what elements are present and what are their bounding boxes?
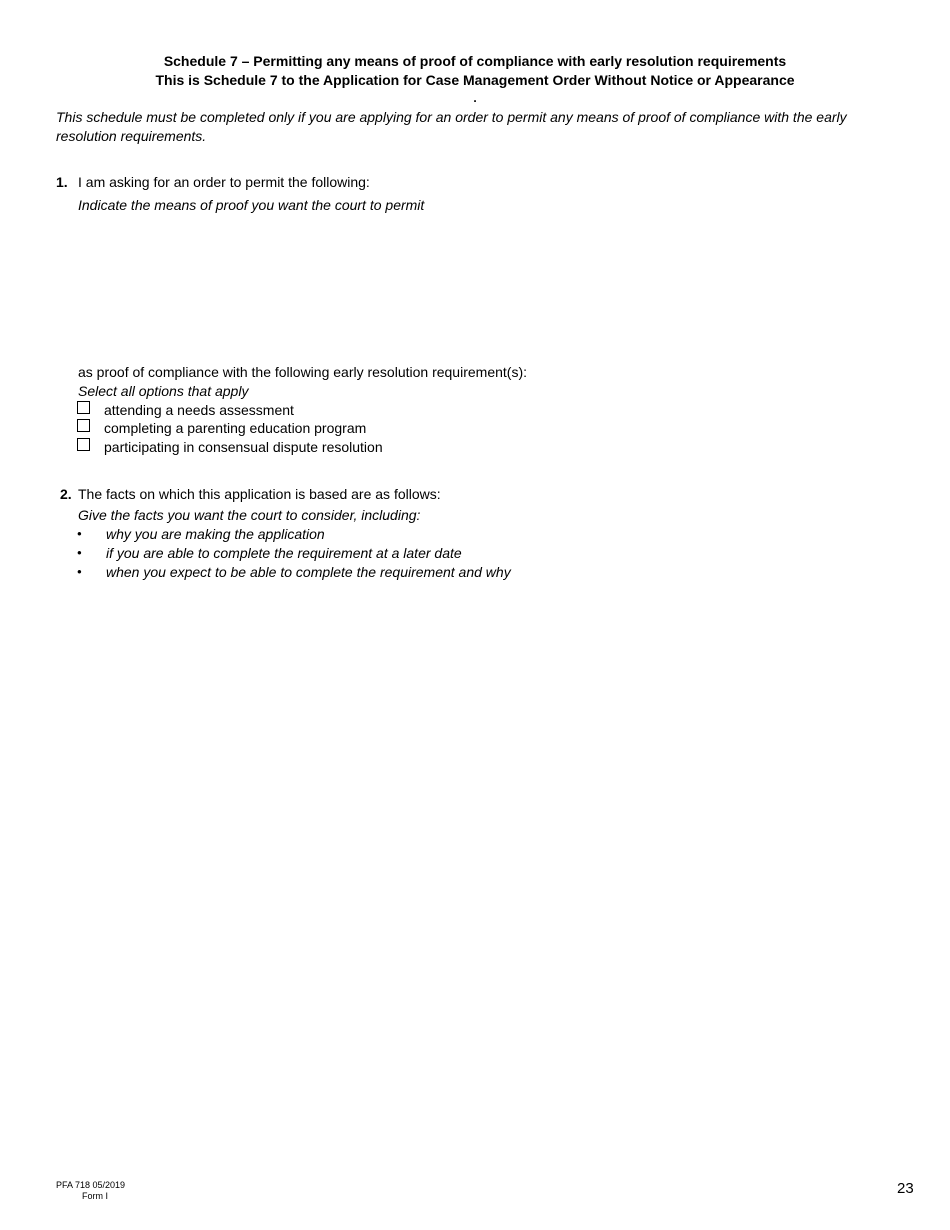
needs-assessment-label: attending a needs assessment (104, 402, 294, 418)
schedule-subtitle: This is Schedule 7 to the Application for Case Management Order Without Notice or Appearance (155, 72, 795, 88)
consensual-dispute-resolution-checkbox[interactable] (77, 438, 90, 451)
select-instruction: Select all options that apply (78, 383, 249, 399)
bullet-marker: • (77, 526, 82, 541)
bullet-marker: • (77, 564, 82, 579)
section-1-text: I am asking for an order to permit the following: (78, 174, 370, 190)
bullet-marker: • (77, 545, 82, 560)
title-dot: . (473, 91, 477, 105)
needs-assessment-checkbox[interactable] (77, 401, 90, 414)
bullet-item: when you expect to be able to complete the requirement and why (106, 564, 511, 580)
page-number: 23 (897, 1180, 914, 1197)
intro-instructions: This schedule must be completed only if you are applying for an order to permit any means of proof of compliance with the early resolution requirements. (56, 109, 847, 144)
section-2-instruction: Give the facts you want the court to consider, including: (78, 507, 421, 523)
schedule-title: Schedule 7 – Permitting any means of proof of compliance with early resolution requirements (163, 53, 787, 69)
section-2-text: The facts on which this application is based are as follows: (78, 486, 441, 502)
form-name: Form I (82, 1191, 108, 1201)
section-1-answer-field[interactable] (77, 218, 857, 358)
consensual-dispute-resolution-label: participating in consensual dispute resolution (104, 439, 383, 455)
form-code: PFA 718 05/2019 (56, 1180, 126, 1190)
section-2-number: 2. (60, 486, 72, 502)
section-1-followup: as proof of compliance with the following early resolution requirement(s): (78, 364, 527, 380)
bullet-item: why you are making the application (106, 526, 325, 542)
section-1-number: 1. (56, 174, 68, 190)
bullet-item: if you are able to complete the requirement at a later date (106, 545, 462, 561)
parenting-education-checkbox[interactable] (77, 419, 90, 432)
section-2-answer-field[interactable] (77, 590, 857, 1160)
section-1-instruction: Indicate the means of proof you want the court to permit (78, 197, 425, 213)
parenting-education-label: completing a parenting education program (104, 420, 367, 436)
